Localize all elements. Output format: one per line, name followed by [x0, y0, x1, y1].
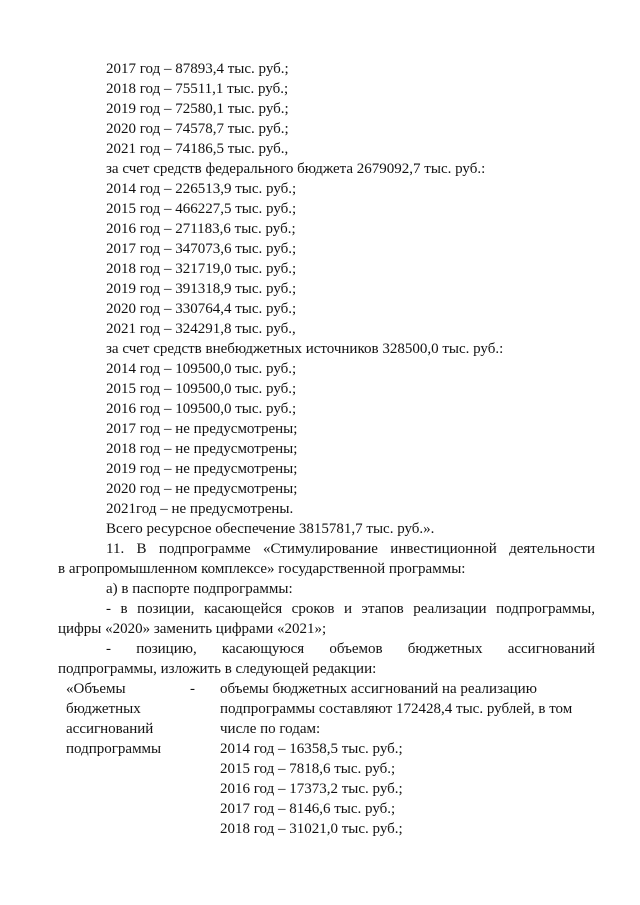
passport-right-line: 2015 год – 7818,6 тыс. руб.; [220, 761, 396, 777]
regional-budget-2017: 2017 год – 87893,4 тыс. руб.; [106, 61, 289, 77]
extrabudget-2015: 2015 год – 109500,0 тыс. руб.; [106, 381, 297, 397]
item11-volumes-line2: подпрограммы, изложить в следующей редакции: [58, 661, 377, 677]
regional-budget-2018: 2018 год – 75511,1 тыс. руб.; [106, 81, 289, 97]
extrabudget-2017: 2017 год – не предусмотрены; [106, 421, 298, 437]
item11-sub-a: а) в паспорте подпрограммы: [106, 581, 293, 597]
passport-right-line: 2016 год – 17373,2 тыс. руб.; [220, 781, 403, 797]
extrabudget-2019: 2019 год – не предусмотрены; [106, 461, 298, 477]
extrabudget-heading: за счет средств внебюджетных источников 328500,0 тыс. руб.: [106, 341, 504, 357]
item11-line1: 11. В подпрограмме «Стимулирование инвестиционной деятельности [106, 541, 595, 557]
federal-2014: 2014 год – 226513,9 тыс. руб.; [106, 181, 297, 197]
federal-2021: 2021 год – 324291,8 тыс. руб., [106, 321, 296, 337]
regional-budget-2019: 2019 год – 72580,1 тыс. руб.; [106, 101, 289, 117]
total-resource-line: Всего ресурсное обеспечение 3815781,7 тыс. руб.». [106, 521, 435, 537]
item11-terms-line1: - в позиции, касающейся сроков и этапов реализации подпрограммы, [106, 601, 595, 617]
regional-budget-2021: 2021 год – 74186,5 тыс. руб., [106, 141, 289, 157]
regional-budget-2020: 2020 год – 74578,7 тыс. руб.; [106, 121, 289, 137]
passport-right-line: подпрограммы составляют 172428,4 тыс. рублей, в том [220, 701, 573, 717]
passport-dash: - [190, 681, 195, 697]
federal-2020: 2020 год – 330764,4 тыс. руб.; [106, 301, 297, 317]
passport-right-line: 2017 год – 8146,6 тыс. руб.; [220, 801, 396, 817]
item11-volumes-line1: - позицию, касающуюся объемов бюджетных ассигнований [106, 641, 595, 657]
item11-terms-line2: цифры «2020» заменить цифрами «2021»; [58, 621, 327, 637]
federal-2019: 2019 год – 391318,9 тыс. руб.; [106, 281, 297, 297]
federal-2017: 2017 год – 347073,6 тыс. руб.; [106, 241, 297, 257]
federal-2015: 2015 год – 466227,5 тыс. руб.; [106, 201, 297, 217]
passport-right-line: объемы бюджетных ассигнований на реализацию [220, 681, 537, 697]
federal-2016: 2016 год – 271183,6 тыс. руб.; [106, 221, 296, 237]
passport-left-line: ассигнований [66, 721, 154, 737]
passport-right-line: числе по годам: [220, 721, 321, 737]
item11-line2: в агропромышленном комплексе» государственной программы: [58, 561, 466, 577]
passport-right-line: 2018 год – 31021,0 тыс. руб.; [220, 821, 403, 837]
extrabudget-2016: 2016 год – 109500,0 тыс. руб.; [106, 401, 297, 417]
passport-right-line: 2014 год – 16358,5 тыс. руб.; [220, 741, 403, 757]
extrabudget-2020: 2020 год – не предусмотрены; [106, 481, 298, 497]
passport-left-line: «Объемы [66, 681, 126, 697]
extrabudget-2014: 2014 год – 109500,0 тыс. руб.; [106, 361, 297, 377]
extrabudget-2021: 2021год – не предусмотрены. [106, 501, 294, 517]
federal-2018: 2018 год – 321719,0 тыс. руб.; [106, 261, 297, 277]
passport-left-line: бюджетных [66, 701, 141, 717]
extrabudget-2018: 2018 год – не предусмотрены; [106, 441, 298, 457]
passport-left-line: подпрограммы [66, 741, 162, 757]
federal-heading: за счет средств федерального бюджета 2679092,7 тыс. руб.: [106, 161, 486, 177]
